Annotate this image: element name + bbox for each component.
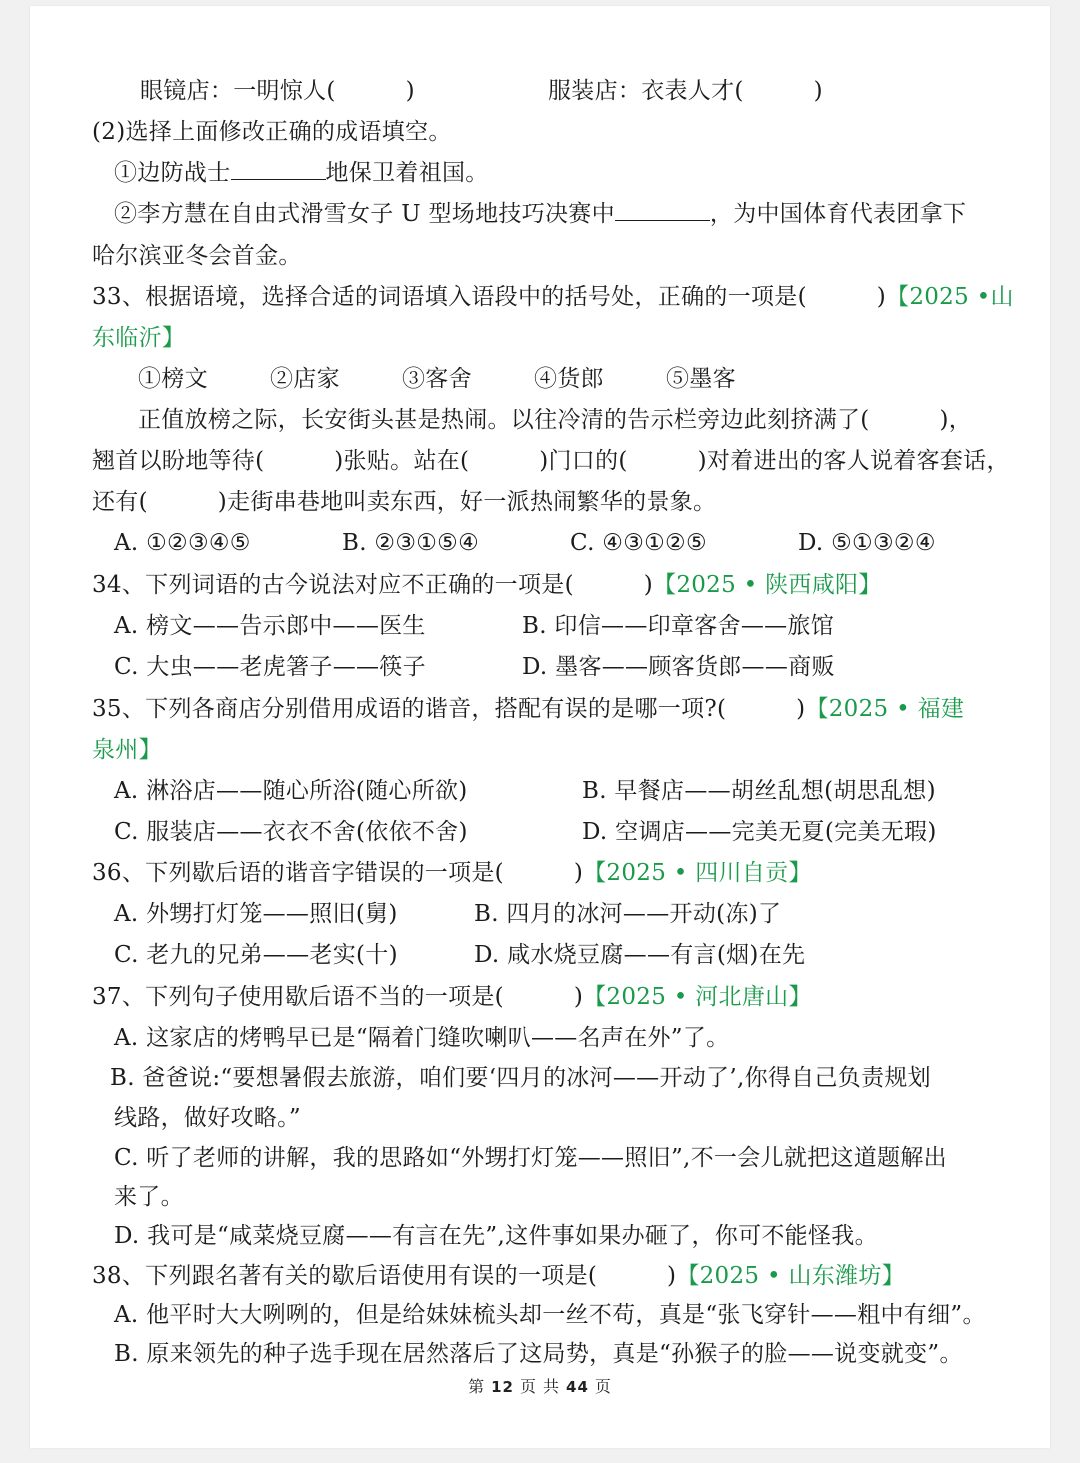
q35-source-tag-cont: 泉州】: [92, 737, 162, 763]
q34-source-tag: 【2025 • 陕西咸阳】: [653, 572, 882, 598]
q38-source-tag: 【2025 • 山东潍坊】: [676, 1263, 905, 1289]
q33-word-list: [138, 362, 736, 396]
q32-s1-before: ①边防战士: [114, 160, 231, 186]
q35-stem-line: [92, 692, 964, 726]
top-row-right: 服装店：衣表人才( ): [548, 78, 823, 104]
q33-passage-line-1: 正值放榜之际，长安街头甚是热闹。以往冷清的告示栏旁边此刻挤满了( )，: [138, 407, 973, 433]
q37-option-b-cont: 线路，做好攻略。”: [114, 1105, 301, 1131]
q32-part2-stem: (2)选择上面修改正确的成语填空。: [92, 119, 452, 145]
q37-option-a: A. 这家店的烤鸭早已是“隔着门缝吹喇叭——名声在外”了。: [114, 1025, 730, 1051]
q37-stem-line: [92, 980, 812, 1014]
q36-source-tag: 【2025 • 四川自贡】: [583, 860, 812, 886]
q38-option-b: B. 原来领先的种子选手现在居然落后了这局势，真是“孙猴子的脸——说变就变”。: [114, 1341, 963, 1367]
q36-option-b: B. 四月的冰河——开动(冻)了: [474, 901, 782, 927]
q33-stem-line: [92, 280, 1014, 314]
footer-total-pages: 44: [566, 1378, 589, 1396]
q32-s2-before: ②李方慧在自由式滑雪女子 U 型场地技巧决赛中: [114, 201, 615, 227]
q34-option-d: D. 墨客——顾客货郎——商贩: [522, 654, 835, 680]
q36-options-row-1: [114, 897, 781, 931]
exam-page: [30, 6, 1050, 1448]
q37-option-b: B. 爸爸说:“要想暑假去旅游，咱们要‘四月的冰河——开动了’,你得自己负责规划: [110, 1065, 931, 1091]
q34-stem-line: [92, 568, 882, 602]
q33-option-d: D. ⑤①③②④: [798, 530, 936, 556]
q37-stem: 37、下列句子使用歇后语不当的一项是( ): [92, 984, 584, 1010]
q33-option-c: C. ④③①②⑤: [570, 530, 707, 556]
answer-blank: [231, 159, 326, 180]
q33-option-b: B. ②③①⑤④: [342, 530, 480, 556]
q32-s1-after: 地保卫着祖国。: [325, 160, 489, 186]
q33-word: ①榜文: [138, 366, 208, 392]
q32-sentence-2-cont: 哈尔滨亚冬会首金。: [92, 243, 302, 269]
q33-passage-line-2: 翘首以盼地等待( )张贴。站在( )门口的( )对着进出的客人说着客套话，: [92, 448, 1010, 474]
q36-stem: 36、下列歇后语的谐音字错误的一项是( ): [92, 860, 584, 886]
q33-source-tag-cont: 东临沂】: [92, 325, 186, 351]
q36-option-a: A. 外甥打灯笼——照旧(舅): [114, 901, 398, 927]
q36-stem-line: [92, 856, 812, 890]
q37-option-c: C. 听了老师的讲解，我的思路如“外甥打灯笼——照旧”,不一会儿就把这道题解出: [114, 1145, 947, 1171]
q35-option-b: B. 早餐店——胡丝乱想(胡思乱想): [582, 778, 936, 804]
q37-source-tag: 【2025 • 河北唐山】: [583, 984, 812, 1010]
q33-source-tag: 【2025 •山: [886, 284, 1014, 310]
footer-suffix: 页: [594, 1377, 612, 1396]
top-row-left: 眼镜店：一明惊人( ): [140, 78, 415, 104]
q35-source-tag: 【2025 • 福建: [805, 696, 965, 722]
q33-options: [114, 526, 936, 560]
q34-option-a: A. 榜文——告示郎中——医生: [114, 613, 426, 639]
page-footer: [30, 1374, 1050, 1397]
q34-stem: 34、下列词语的古今说法对应不正确的一项是( ): [92, 572, 654, 598]
q35-option-d: D. 空调店——完美无夏(完美无瑕): [582, 819, 937, 845]
q32-sentence-2: [114, 197, 966, 231]
q33-option-a: A. ①②③④⑤: [114, 530, 251, 556]
q38-stem: 38、下列跟名著有关的歇后语使用有误的一项是( ): [92, 1263, 677, 1289]
q32-s2-after: ，为中国体育代表团拿下: [709, 201, 967, 227]
q35-option-a: A. 淋浴店——随心所浴(随心所欲): [114, 778, 468, 804]
q34-options-row-2: [114, 650, 835, 684]
q33-word: ②店家: [270, 366, 340, 392]
q37-option-c-cont: 来了。: [114, 1184, 184, 1210]
q35-stem: 35、下列各商店分别借用成语的谐音，搭配有误的是哪一项?( ): [92, 696, 806, 722]
q36-option-c: C. 老九的兄弟——老实(十): [114, 942, 398, 968]
q33-word: ④货郎: [534, 366, 604, 392]
q33-word: ③客舍: [402, 366, 472, 392]
q38-stem-line: [92, 1259, 905, 1293]
q35-option-c: C. 服装店——衣衣不舍(依依不舍): [114, 819, 468, 845]
q33-passage-line-3: 还有( )走街串巷地叫卖东西，好一派热闹繁华的景象。: [92, 489, 717, 515]
q34-option-b: B. 印信——印章客舍——旅馆: [522, 613, 835, 639]
q33-word: ⑤墨客: [666, 366, 736, 392]
q36-option-d: D. 咸水烧豆腐——有言(烟)在先: [474, 942, 806, 968]
q34-options-row-1: [114, 609, 834, 643]
answer-blank: [615, 200, 710, 221]
q38-option-a: A. 他平时大大咧咧的，但是给妹妹梳头却一丝不苟，真是“张飞穿针——粗中有细”。: [114, 1302, 986, 1328]
footer-prefix: 第: [468, 1377, 486, 1396]
q34-option-c: C. 大虫——老虎箸子——筷子: [114, 654, 426, 680]
q37-option-d: D. 我可是“咸菜烧豆腐——有言在先”,这件事如果办砸了，你可不能怪我。: [114, 1223, 878, 1249]
q32-sentence-1: [114, 156, 489, 190]
footer-page-number: 12: [491, 1378, 514, 1396]
footer-mid: 页 共: [519, 1377, 561, 1396]
q33-stem: 33、根据语境，选择合适的词语填入语段中的括号处，正确的一项是( ): [92, 284, 887, 310]
q35-options-row-2: [114, 815, 937, 849]
q36-options-row-2: [114, 938, 805, 972]
q35-options-row-1: [114, 774, 936, 808]
